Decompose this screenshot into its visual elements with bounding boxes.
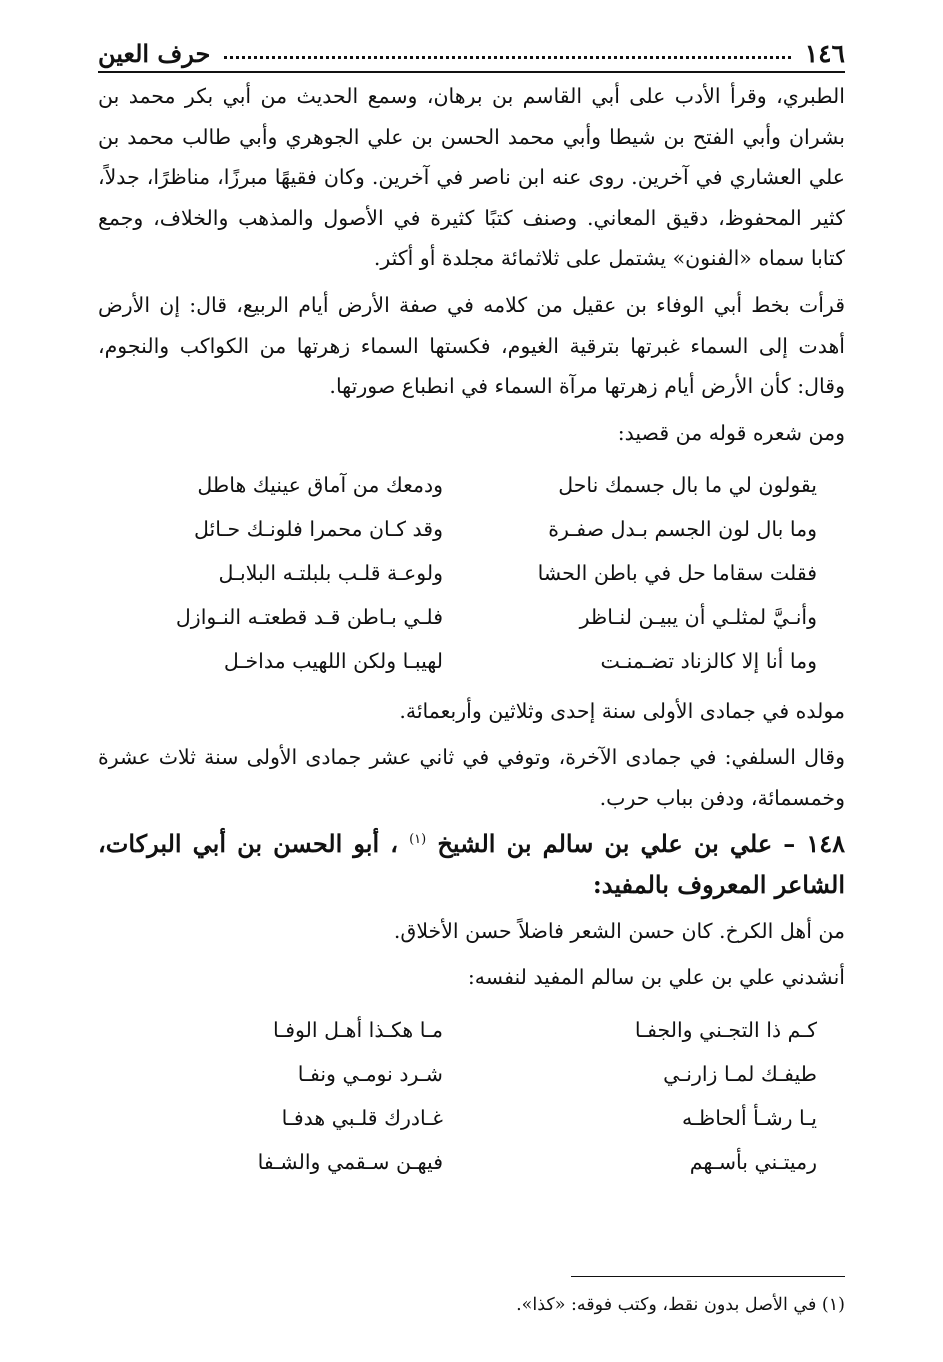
paragraph-biography: الطبري، وقرأ الأدب على أبي القاسم بن برهان، وسمع الحديث من أبي بكر محمد بن بشران وأبي الفتح بن شيطا وأبي محمد الحسن بن علي الجوهري وأبي طالب محمد بن علي العشاري في آخرين. روى عنه ابن ناصر في آخرين. وكان فقيهًا مبرزًا، مناظرًا، جدلاً، كثير المحفوظ، دقيق المعاني. وصنف كتبًا كثيرة في الأصول والمذهب والخلاف، وجمع كتابا سماه «الفنون» يشتمل على ثلاثمائة مجلدة أو أكثر. (98, 84, 845, 271)
paragraph-quote: قرأت بخط أبي الوفاء بن عقيل من كلامه في صفة الأرض أيام الربيع، قال: إن الأرض أهدت إلى السماء غبرتها بترقية الغيوم، فكستها السماء زهرتها من الكواكب والنجوم، وقال: كأن الأرض أيام زهرتها مرآة السماء في انطباع صورتها. (98, 292, 845, 399)
verse-line (98, 1008, 845, 1052)
verse-second-hemistich: ودمعك من آماق عينيك هاطل (197, 472, 443, 497)
poem-second (98, 1008, 845, 1184)
entry-heading (98, 823, 845, 905)
verse-line (98, 595, 845, 639)
page-header (98, 32, 845, 73)
verse-line (98, 551, 845, 595)
paragraph-origin: من أهل الكرخ. كان حسن الشعر فاضلاً حسن الأخلاق. (393, 918, 845, 943)
paragraph-birth: مولده في جمادى الأولى سنة إحدى وثلاثين وأربعمائة. (399, 698, 845, 723)
verse-first-hemistich: طيفـك لمـا زارنـي (663, 1061, 817, 1086)
poem-first (98, 463, 845, 683)
verse-second-hemistich: فيهـن سـقمي والشـفا (257, 1149, 443, 1174)
footnote: (١) في الأصل بدون نقط، وكتب فوقه: «كذا». (516, 1295, 845, 1315)
paragraph-recited: أنشدني علي بن علي بن سالم المفيد لنفسه: (467, 965, 845, 990)
verse-first-hemistich: يـا رشـأ ألحاظـه (681, 1105, 817, 1130)
verse-second-hemistich: فلـي بـاطن قـد قطعتـه النـوازل (175, 604, 443, 629)
header-dot-leader (224, 56, 790, 59)
verse-line (98, 463, 845, 507)
verse-second-hemistich: ولوعـة قلـب بلبلتـه البلابـل (218, 560, 443, 585)
footnote-divider (571, 1276, 845, 1277)
verse-second-hemistich: لهيبـا ولكن اللهيب مداخـل (223, 648, 443, 673)
running-title: حرف العين (98, 39, 211, 68)
page-number: ١٤٦ (804, 39, 845, 68)
verse-line (98, 1052, 845, 1096)
verse-first-hemistich: رميتـني بأسـهم (689, 1149, 817, 1174)
verse-first-hemistich: وما أنا إلا كالزناد تضـمنـت (600, 648, 817, 673)
verse-second-hemistich: مـا هكـذا أهـل الوفـا (273, 1017, 443, 1042)
verse-line (98, 507, 845, 551)
verse-first-hemistich: وما بال لون الجسم بـدل صفـرة (548, 516, 817, 541)
paragraph-death: وقال السلفي: في جمادى الآخرة، وتوفي في ثاني عشر جمادى الأولى سنة ثلاث عشرة وخمسمائة، ودفن بباب حرب. (98, 745, 845, 810)
page-body (98, 76, 845, 1192)
entry-heading-rest: ، أبو الحسن بن أبي البركات، الشاعر المعروف بالمفيد: (98, 828, 845, 899)
verse-line (98, 639, 845, 683)
footnote-reference[interactable]: (١) (409, 831, 427, 847)
verse-second-hemistich: شـرد نومـي ونفـا (297, 1061, 443, 1086)
verse-second-hemistich: وقد كـان محمرا فلونـك حـائل (194, 516, 443, 541)
entry-heading-name: ١٤٨ – علي بن علي بن سالم بن الشيخ (437, 828, 846, 858)
verse-first-hemistich: فقلت سقاما حل في باطن الحشا (537, 560, 817, 585)
verse-line (98, 1096, 845, 1140)
verse-line (98, 1140, 845, 1184)
paragraph-poem-intro: ومن شعره قوله من قصيد: (617, 420, 845, 445)
verse-first-hemistich: كـم ذا التجـني والجفـا (634, 1017, 817, 1042)
verse-second-hemistich: غـادرك قلـبي هدفـا (281, 1105, 443, 1130)
verse-first-hemistich: يقولون لي ما بال جسمك ناحل (558, 472, 817, 497)
verse-first-hemistich: وأنـيَّ لمثلـي أن يبيـن لنـاظر (579, 604, 817, 629)
